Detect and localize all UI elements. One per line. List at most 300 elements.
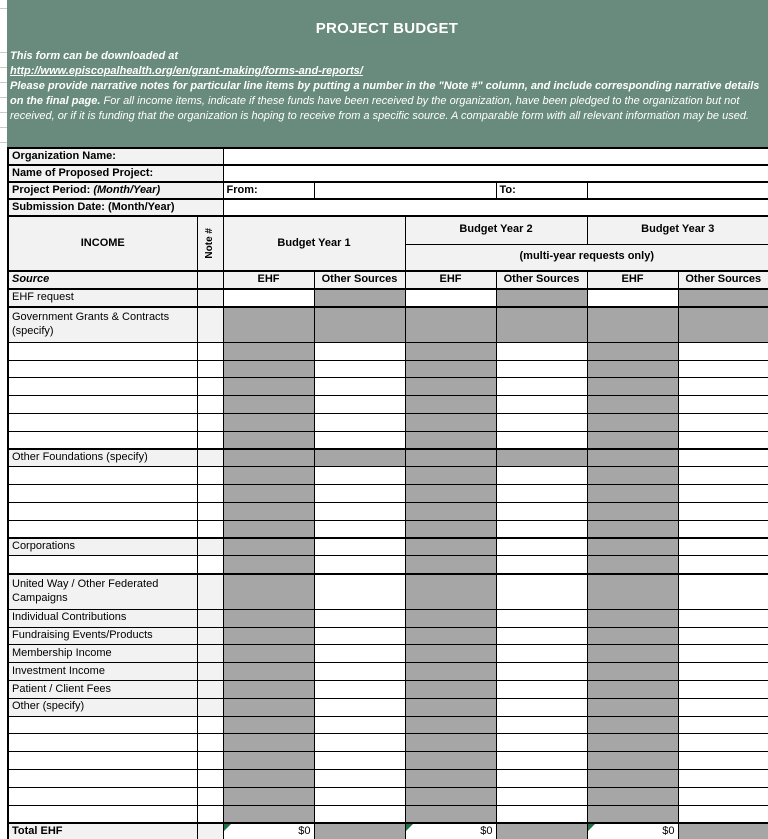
amount-cell	[314, 449, 405, 467]
amount-cell[interactable]	[496, 787, 587, 805]
income-source-cell[interactable]	[8, 467, 197, 485]
amount-cell[interactable]	[496, 414, 587, 432]
amount-cell	[587, 627, 678, 645]
amount-cell	[223, 538, 314, 556]
amount-cell	[496, 289, 587, 307]
amount-cell[interactable]	[314, 734, 405, 752]
note-cell[interactable]	[197, 271, 223, 289]
note-cell[interactable]	[197, 627, 223, 645]
formula-indicator-icon	[588, 824, 595, 831]
table-row	[8, 520, 768, 538]
table-row	[8, 609, 768, 627]
amount-cell	[587, 574, 678, 610]
amount-cell	[314, 823, 405, 839]
income-source-cell: Individual Contributions	[8, 609, 197, 627]
amount-cell[interactable]	[678, 396, 768, 414]
amount-cell[interactable]	[678, 538, 768, 556]
amount-cell	[405, 414, 496, 432]
col-header-other-y1: Other Sources	[314, 271, 405, 289]
amount-cell[interactable]	[314, 378, 405, 396]
table-row	[8, 681, 768, 699]
amount-cell	[405, 734, 496, 752]
amount-cell	[223, 503, 314, 521]
income-source-cell: Membership Income	[8, 645, 197, 663]
table-row	[8, 556, 768, 574]
amount-cell[interactable]	[678, 378, 768, 396]
project-period-row	[8, 182, 768, 199]
amount-cell[interactable]	[678, 734, 768, 752]
table-row	[8, 485, 768, 503]
table-row	[8, 698, 768, 716]
table-row	[8, 431, 768, 449]
amount-cell[interactable]	[496, 805, 587, 823]
amount-cell[interactable]	[405, 289, 496, 307]
amount-cell[interactable]	[314, 787, 405, 805]
instructions-text: Please provide narrative notes for particular line items by putting a number in the "Note #" column, and include corresponding narrative details on the final page. For all income items, indicate if these funds have been received by the organization, have been pledged to the organization but not received, or if it is funding that the organization is hoping to receive from a specific source. A comparable form with all relevant information may be used.	[10, 80, 760, 122]
total-ehf-y2: $0	[405, 823, 496, 839]
note-cell[interactable]	[197, 698, 223, 716]
income-source-cell[interactable]	[8, 752, 197, 770]
amount-cell	[405, 716, 496, 734]
note-cell[interactable]	[197, 378, 223, 396]
amount-cell[interactable]	[496, 556, 587, 574]
amount-cell[interactable]	[678, 681, 768, 699]
amount-cell	[405, 538, 496, 556]
amount-cell	[405, 431, 496, 449]
amount-cell	[405, 556, 496, 574]
col-header-other-y3: Other Sources	[678, 271, 768, 289]
amount-cell[interactable]	[314, 431, 405, 449]
note-cell[interactable]	[197, 360, 223, 378]
amount-cell[interactable]	[314, 716, 405, 734]
amount-cell	[223, 770, 314, 788]
income-source-cell: EHF request	[8, 289, 197, 307]
amount-cell[interactable]	[314, 645, 405, 663]
amount-cell	[405, 787, 496, 805]
income-source-cell[interactable]	[8, 414, 197, 432]
amount-cell[interactable]	[314, 342, 405, 360]
note-cell[interactable]	[197, 449, 223, 467]
project-name-row	[8, 165, 768, 182]
amount-cell[interactable]	[678, 770, 768, 788]
amount-cell[interactable]	[314, 503, 405, 521]
total-label: Total EHF	[8, 823, 197, 839]
download-note: This form can be downloaded at	[10, 50, 179, 62]
amount-cell[interactable]	[314, 556, 405, 574]
amount-cell[interactable]	[496, 609, 587, 627]
organization-name-row	[8, 148, 768, 165]
amount-cell	[223, 307, 314, 343]
note-cell[interactable]	[197, 503, 223, 521]
note-cell[interactable]	[197, 663, 223, 681]
amount-cell	[587, 538, 678, 556]
amount-cell	[405, 645, 496, 663]
amount-cell	[223, 681, 314, 699]
amount-cell[interactable]	[678, 645, 768, 663]
total-ehf-y3: $0	[587, 823, 678, 839]
amount-cell[interactable]	[678, 556, 768, 574]
amount-cell	[587, 396, 678, 414]
note-cell[interactable]	[197, 823, 223, 839]
note-cell[interactable]	[197, 574, 223, 610]
amount-cell[interactable]	[314, 485, 405, 503]
income-header	[8, 216, 768, 289]
col-header-other-y2: Other Sources	[496, 271, 587, 289]
table-row	[8, 467, 768, 485]
amount-cell	[405, 396, 496, 414]
amount-cell	[223, 556, 314, 574]
amount-cell	[223, 627, 314, 645]
note-cell[interactable]	[197, 556, 223, 574]
table-row	[8, 396, 768, 414]
amount-cell	[587, 449, 678, 467]
amount-cell[interactable]	[314, 414, 405, 432]
note-cell[interactable]	[197, 609, 223, 627]
income-source-cell[interactable]	[8, 396, 197, 414]
amount-cell[interactable]	[678, 698, 768, 716]
amount-cell	[587, 503, 678, 521]
income-source-cell[interactable]	[8, 378, 197, 396]
amount-cell[interactable]	[678, 342, 768, 360]
amount-cell[interactable]	[678, 431, 768, 449]
amount-cell	[405, 627, 496, 645]
table-row	[8, 449, 768, 467]
table-row	[8, 538, 768, 556]
amount-cell	[405, 805, 496, 823]
amount-cell[interactable]	[678, 574, 768, 610]
income-source-cell[interactable]	[8, 520, 197, 538]
note-cell[interactable]	[197, 538, 223, 556]
income-source-cell[interactable]	[8, 787, 197, 805]
amount-cell	[223, 787, 314, 805]
note-cell[interactable]	[197, 787, 223, 805]
formula-indicator-icon	[224, 824, 231, 831]
project-period-label: Project Period: (Month/Year)	[8, 182, 223, 199]
income-source-cell[interactable]	[8, 503, 197, 521]
income-source-cell[interactable]	[8, 556, 197, 574]
amount-cell	[405, 663, 496, 681]
submission-date-input[interactable]	[223, 199, 768, 216]
note-cell[interactable]	[197, 396, 223, 414]
budget-year-3-header: Budget Year 3	[587, 216, 768, 244]
amount-cell[interactable]	[314, 627, 405, 645]
income-source-cell[interactable]	[8, 360, 197, 378]
note-cell[interactable]	[197, 645, 223, 663]
amount-cell	[223, 396, 314, 414]
amount-cell	[587, 609, 678, 627]
amount-cell[interactable]	[314, 574, 405, 610]
amount-cell	[405, 609, 496, 627]
table-row	[8, 574, 768, 610]
page-title: PROJECT BUDGET	[315, 20, 459, 37]
project-name-input[interactable]	[223, 165, 768, 182]
amount-cell	[405, 360, 496, 378]
amount-cell[interactable]	[678, 752, 768, 770]
amount-cell[interactable]	[678, 503, 768, 521]
amount-cell[interactable]	[314, 360, 405, 378]
amount-cell[interactable]	[496, 627, 587, 645]
amount-cell[interactable]	[314, 396, 405, 414]
amount-cell[interactable]	[496, 396, 587, 414]
budget-year-2-header: Budget Year 2	[405, 216, 587, 244]
income-source-cell: Other (specify)	[8, 698, 197, 716]
amount-cell	[587, 556, 678, 574]
note-cell[interactable]	[197, 289, 223, 307]
note-cell[interactable]	[197, 485, 223, 503]
amount-cell[interactable]	[314, 770, 405, 788]
amount-cell	[496, 307, 587, 343]
amount-cell	[678, 823, 768, 839]
amount-cell[interactable]	[678, 520, 768, 538]
note-cell[interactable]	[197, 734, 223, 752]
amount-cell	[587, 645, 678, 663]
income-source-cell[interactable]	[8, 734, 197, 752]
amount-cell[interactable]	[496, 342, 587, 360]
amount-cell	[496, 823, 587, 839]
amount-cell[interactable]	[496, 698, 587, 716]
download-link[interactable]: http://www.episcopalhealth.org/en/grant-making/forms-and-reports/	[10, 65, 363, 77]
amount-cell	[405, 342, 496, 360]
note-cell[interactable]	[197, 431, 223, 449]
table-row	[8, 342, 768, 360]
amount-cell[interactable]	[314, 520, 405, 538]
amount-cell[interactable]	[678, 485, 768, 503]
amount-cell	[223, 485, 314, 503]
amount-cell	[223, 574, 314, 610]
to-date-input[interactable]	[587, 182, 768, 199]
amount-cell	[405, 467, 496, 485]
table-row	[8, 360, 768, 378]
amount-cell[interactable]	[496, 538, 587, 556]
source-column-header: Source	[8, 271, 197, 289]
amount-cell	[587, 805, 678, 823]
amount-cell	[405, 520, 496, 538]
budget-table	[7, 147, 768, 839]
amount-cell	[587, 520, 678, 538]
amount-cell	[314, 289, 405, 307]
col-header-ehf-y3: EHF	[587, 271, 678, 289]
note-cell[interactable]	[197, 805, 223, 823]
table-row	[8, 307, 768, 343]
budget-year-1-header: Budget Year 1	[223, 216, 405, 271]
amount-cell[interactable]	[496, 716, 587, 734]
amount-cell[interactable]	[496, 645, 587, 663]
amount-cell[interactable]	[496, 485, 587, 503]
table-row	[8, 378, 768, 396]
income-source-cell[interactable]	[8, 342, 197, 360]
income-source-cell[interactable]	[8, 770, 197, 788]
note-cell[interactable]	[197, 681, 223, 699]
amount-cell	[405, 378, 496, 396]
amount-cell	[405, 752, 496, 770]
amount-cell	[405, 698, 496, 716]
table-row	[8, 805, 768, 823]
note-cell[interactable]	[197, 716, 223, 734]
table-row	[8, 645, 768, 663]
amount-cell[interactable]	[314, 805, 405, 823]
project-name-label: Name of Proposed Project:	[8, 165, 223, 182]
amount-cell[interactable]	[678, 627, 768, 645]
amount-cell[interactable]	[496, 431, 587, 449]
amount-cell	[587, 360, 678, 378]
amount-cell	[223, 520, 314, 538]
amount-cell[interactable]	[314, 609, 405, 627]
total-section	[8, 823, 768, 839]
income-source-cell: Corporations	[8, 538, 197, 556]
form-header	[7, 0, 768, 147]
amount-cell	[223, 360, 314, 378]
amount-cell	[223, 698, 314, 716]
amount-cell[interactable]	[223, 289, 314, 307]
amount-cell	[405, 681, 496, 699]
amount-cell	[587, 787, 678, 805]
table-row	[8, 414, 768, 432]
amount-cell	[223, 663, 314, 681]
amount-cell[interactable]	[678, 663, 768, 681]
table-row	[8, 627, 768, 645]
amount-cell	[587, 431, 678, 449]
amount-cell[interactable]	[314, 538, 405, 556]
from-date-input[interactable]	[314, 182, 496, 199]
amount-cell[interactable]	[314, 663, 405, 681]
to-label: To:	[496, 182, 587, 199]
amount-cell	[223, 609, 314, 627]
amount-cell	[405, 485, 496, 503]
income-source-cell[interactable]	[8, 716, 197, 734]
col-header-ehf-y1: EHF	[223, 271, 314, 289]
amount-cell[interactable]	[496, 770, 587, 788]
amount-cell[interactable]	[496, 520, 587, 538]
submission-date-label: Submission Date: (Month/Year)	[8, 199, 223, 216]
amount-cell[interactable]	[678, 609, 768, 627]
amount-cell[interactable]	[678, 805, 768, 823]
table-row	[8, 787, 768, 805]
note-cell[interactable]	[197, 752, 223, 770]
table-row	[8, 770, 768, 788]
amount-cell	[678, 289, 768, 307]
amount-cell	[587, 485, 678, 503]
amount-cell[interactable]	[496, 663, 587, 681]
amount-cell	[223, 805, 314, 823]
amount-cell[interactable]	[496, 360, 587, 378]
submission-date-row	[8, 199, 768, 216]
organization-name-input[interactable]	[223, 148, 768, 165]
amount-cell	[587, 698, 678, 716]
amount-cell	[587, 734, 678, 752]
amount-cell	[587, 681, 678, 699]
note-cell[interactable]	[197, 307, 223, 343]
income-source-cell: Other Foundations (specify)	[8, 449, 197, 467]
income-source-cell[interactable]	[8, 431, 197, 449]
amount-cell	[587, 752, 678, 770]
amount-cell	[223, 645, 314, 663]
amount-cell	[405, 449, 496, 467]
amount-cell	[223, 431, 314, 449]
multi-year-note: (multi-year requests only)	[405, 244, 768, 271]
amount-cell	[587, 770, 678, 788]
amount-cell	[587, 467, 678, 485]
amount-cell	[405, 307, 496, 343]
amount-cell[interactable]	[496, 378, 587, 396]
amount-cell	[496, 449, 587, 467]
amount-cell	[587, 414, 678, 432]
income-source-cell: Patient / Client Fees	[8, 681, 197, 699]
amount-cell	[587, 663, 678, 681]
income-source-cell[interactable]	[8, 485, 197, 503]
amount-cell	[587, 342, 678, 360]
amount-cell	[223, 716, 314, 734]
amount-cell	[223, 414, 314, 432]
amount-cell[interactable]	[314, 467, 405, 485]
amount-cell[interactable]	[314, 752, 405, 770]
income-source-cell: Government Grants & Contracts (specify)	[8, 307, 197, 343]
amount-cell	[223, 342, 314, 360]
table-row	[8, 503, 768, 521]
amount-cell[interactable]	[678, 449, 768, 467]
amount-cell	[223, 378, 314, 396]
amount-cell	[587, 378, 678, 396]
formula-indicator-icon	[406, 824, 413, 831]
total-ehf-y1: $0	[223, 823, 314, 839]
amount-cell	[405, 503, 496, 521]
from-label: From:	[223, 182, 314, 199]
info-rows	[8, 148, 768, 216]
amount-cell[interactable]	[496, 467, 587, 485]
table-row	[8, 752, 768, 770]
table-row	[8, 716, 768, 734]
note-column-header: Note #	[197, 216, 223, 271]
amount-cell	[405, 770, 496, 788]
note-cell[interactable]	[197, 520, 223, 538]
amount-cell[interactable]	[678, 467, 768, 485]
amount-cell[interactable]	[678, 360, 768, 378]
amount-cell[interactable]	[314, 698, 405, 716]
note-cell[interactable]	[197, 770, 223, 788]
amount-cell	[223, 734, 314, 752]
amount-cell[interactable]	[314, 681, 405, 699]
amount-cell[interactable]	[587, 289, 678, 307]
amount-cell[interactable]	[678, 787, 768, 805]
amount-cell	[405, 574, 496, 610]
note-cell[interactable]	[197, 467, 223, 485]
col-header-ehf-y2: EHF	[405, 271, 496, 289]
amount-cell[interactable]	[678, 414, 768, 432]
income-source-cell: United Way / Other Federated Campaigns	[8, 574, 197, 610]
amount-cell	[587, 716, 678, 734]
amount-cell[interactable]	[678, 716, 768, 734]
amount-cell[interactable]	[496, 681, 587, 699]
organization-name-label: Organization Name:	[8, 148, 223, 165]
amount-cell[interactable]	[496, 734, 587, 752]
table-row	[8, 663, 768, 681]
amount-cell	[314, 307, 405, 343]
total-row	[8, 823, 768, 839]
amount-cell[interactable]	[496, 574, 587, 610]
amount-cell[interactable]	[496, 752, 587, 770]
amount-cell	[678, 307, 768, 343]
income-source-cell[interactable]	[8, 805, 197, 823]
table-row	[8, 289, 768, 307]
income-section-title: INCOME	[8, 216, 197, 271]
table-row	[8, 734, 768, 752]
note-cell[interactable]	[197, 414, 223, 432]
amount-cell	[223, 752, 314, 770]
amount-cell	[587, 307, 678, 343]
amount-cell[interactable]	[496, 503, 587, 521]
amount-cell	[223, 449, 314, 467]
income-source-cell: Investment Income	[8, 663, 197, 681]
note-cell[interactable]	[197, 342, 223, 360]
